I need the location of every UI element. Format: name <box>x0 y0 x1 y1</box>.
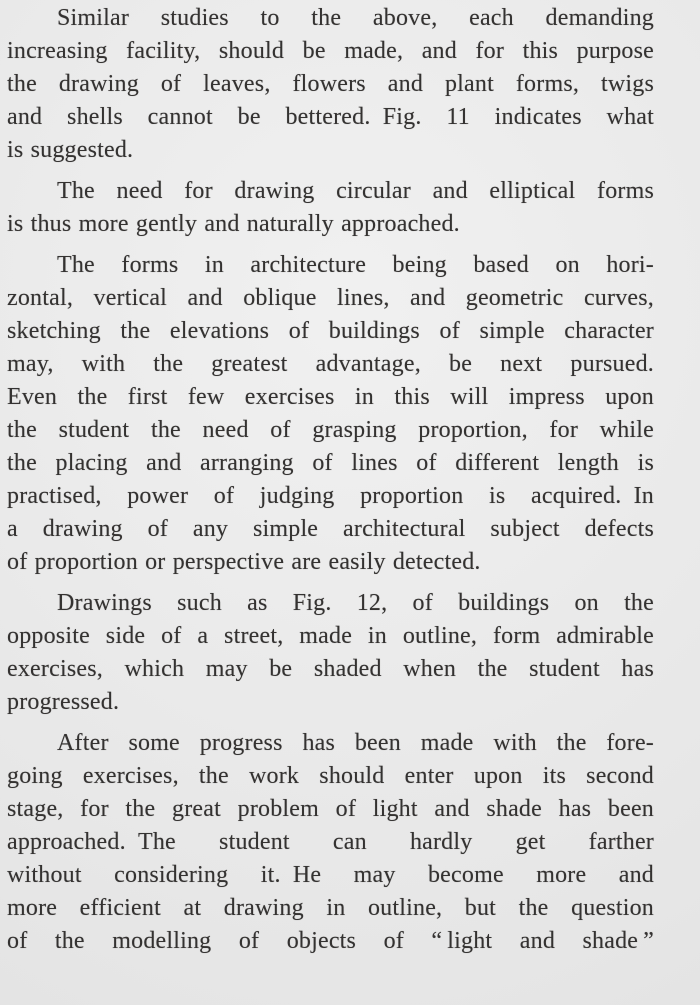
text-line: is thus more gently and naturally approached. <box>7 211 460 237</box>
text-line: without considering it. He may become more and <box>7 862 654 888</box>
paragraph <box>7 587 654 719</box>
text-line: of proportion or perspective are easily detected. <box>7 549 481 575</box>
text-line: is suggested. <box>7 137 134 163</box>
text-line: opposite side of a street, made in outline, form admirable <box>7 623 654 649</box>
page-text <box>7 2 654 958</box>
text-line: the student the need of grasping proportion, for while <box>7 417 654 443</box>
paragraph <box>7 175 654 241</box>
text-line: and shells cannot be bettered. Fig. 11 indicates what <box>7 104 654 130</box>
text-line: progressed. <box>7 689 120 715</box>
text-line: Drawings such as Fig. 12, of buildings on the <box>57 590 654 616</box>
text-line: The forms in architecture being based on hori- <box>57 252 654 278</box>
text-line: After some progress has been made with the fore- <box>57 730 654 756</box>
text-line: Similar studies to the above, each demanding <box>57 5 654 31</box>
text-line: sketching the elevations of buildings of simple character <box>7 318 654 344</box>
text-line: exercises, which may be shaded when the student has <box>7 656 654 682</box>
text-line: approached. The student can hardly get farther <box>7 829 654 855</box>
text-line: may, with the greatest advantage, be next pursued. <box>7 351 654 377</box>
text-line: stage, for the great problem of light and shade has been <box>7 796 654 822</box>
text-line: of the modelling of objects of “ light and shade ” <box>7 928 654 954</box>
paragraph <box>7 249 654 579</box>
text-line: The need for drawing circular and elliptical forms <box>57 178 654 204</box>
text-line: more efficient at drawing in outline, but the question <box>7 895 654 921</box>
text-line: the drawing of leaves, flowers and plant forms, twigs <box>7 71 654 97</box>
text-line: a drawing of any simple architectural subject defects <box>7 516 654 542</box>
text-line: zontal, vertical and oblique lines, and geometric curves, <box>7 285 654 311</box>
text-line: going exercises, the work should enter upon its second <box>7 763 654 789</box>
text-line: Even the first few exercises in this will impress upon <box>7 384 654 410</box>
text-line: the placing and arranging of lines of different length is <box>7 450 654 476</box>
text-line: practised, power of judging proportion is acquired. In <box>7 483 654 509</box>
text-line: increasing facility, should be made, and for this purpose <box>7 38 654 64</box>
paragraph <box>7 727 654 958</box>
paragraph <box>7 2 654 167</box>
